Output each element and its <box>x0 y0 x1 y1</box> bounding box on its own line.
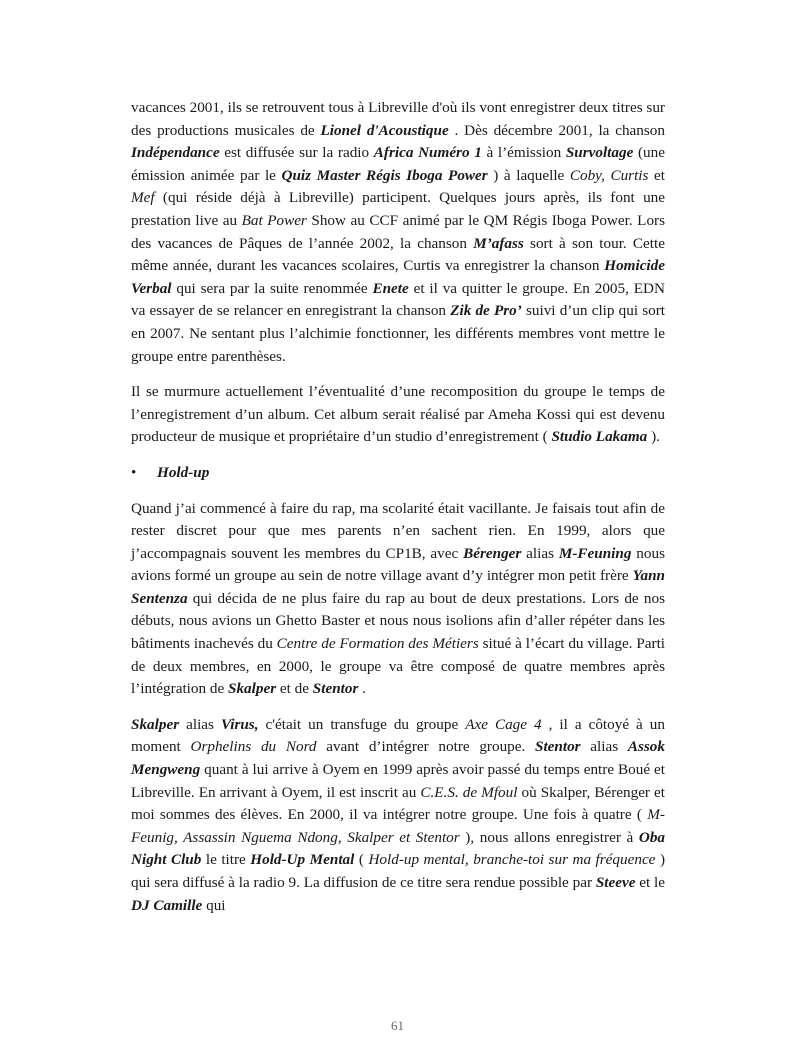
section-heading-label: Hold-up <box>157 463 210 481</box>
paragraph-hold-up-origins: Quand j’ai commencé à faire du rap, ma scolarité était vacillante. Je faisais tout afin de rester discret pour que mes parents n’en sachent rien. En 1999, alors que j’accompagnais souvent les membres du CP1B, avec Bérenger alias M-Feuning nous avions formé un groupe au sein de notre village avant d’y intégrer mon petit frère Yann Sentenza qui décida de ne plus faire du rap au bout de deux prestations. Lors de nos débuts, nous avions un Ghetto Baster et nous nous isolions afin d’aller répéter dans les bâtiments inachevés du Centre de Formation des Métiers situé à l’écart du village. Parti de deux membres, en 2000, le groupe va être composé de quatre membres après l’intégration de Skalper et de Stentor . <box>131 499 666 698</box>
studio-lakama: Studio Lakama <box>551 428 648 446</box>
song-independance: Indépendance <box>131 144 220 162</box>
bullet-icon: • <box>131 463 137 481</box>
show-survoltage: Survoltage <box>565 144 634 162</box>
paragraph-hold-up-members: Skalper alias Virus, c'était un transfuge du groupe Axe Cage 4 , il a côtoyé à un moment Orphelins du Nord avant d’intégrer notre groupe. Stentor alias Assok Mengweng quant à lui arrive à Oyem en 1999 après avoir passé du temps entre Boué et Libreville. En arrivant à Oyem, il est inscrit au C.E.S. de Mfoul où Skalper, Bérenger et moi sommes des élèves. En 2000, il va intégrer notre groupe. Une fois à quatre ( M-Feunig, Assassin Nguema Ndong, Skalper et Stentor ), nous allons enregistrer à Oba Night Club le titre Hold-Up Mental ( Hold-up mental, branche-toi sur ma fréquence ) qui sera diffusé à la radio 9. La diffusion de ce titre sera rendue possible par Steeve et le DJ Camille qui <box>131 715 666 914</box>
song-zik-de-pro: Zik de Pro’ <box>450 302 522 320</box>
paragraph-edn-history: vacances 2001, ils se retrouvent tous à Libreville d'où ils vont enregistrer deux titres sur des productions musicales de Lionel d'Acoustique . Dès décembre 2001, la chanson Indépendance est diffusée sur la radio Africa Numéro 1 à l’émission Survoltage (une émission animée par le Quiz Master Régis Iboga Power ) à laquelle Coby, Curtis et Mef (qui réside déjà à Libreville) participent. Quelques jours après, ils font une prestation live au Bat Power Show au CCF animé par le QM Régis Iboga Power. Lors des vacances de Pâques de l’année 2002, la chanson M’afass sort à son tour. Cette même année, durant les vacances scolaires, Curtis va enregistrer la chanson Homicide Verbal qui sera par la suite renommée Enete et il va quitter le groupe. En 2005, EDN va essayer de se relancer en enregistrant la chanson Zik de Pro’ suivi d’un clip qui sort en 2007. Ne sentant plus l’alchimie fonctionner, les différents membres vont mettre le groupe entre parenthèses. <box>131 99 666 365</box>
name-lionel: Lionel d'Acoustique <box>320 121 449 139</box>
document-body <box>131 97 665 930</box>
song-enete: Enete <box>372 279 409 297</box>
section-heading-hold-up <box>131 462 665 485</box>
paragraph-recomposition: Il se murmure actuellement l’éventualité d’une recomposition du groupe le temps de l’enregistrement d’un album. Cet album serait réalisé par Ameha Kossi qui est devenu producteur de musique et propriétaire d’un studio d’enregistrement ( Studio Lakama ). <box>131 383 665 446</box>
page-number: 61 <box>391 1018 404 1033</box>
name-quiz-master: Quiz Master Régis Iboga Power <box>281 166 488 184</box>
radio-africa: Africa Numéro 1 <box>373 144 482 162</box>
song-mafass: M’afass <box>473 234 524 252</box>
song-homicide-verbal: Homicide Verbal <box>131 257 665 297</box>
